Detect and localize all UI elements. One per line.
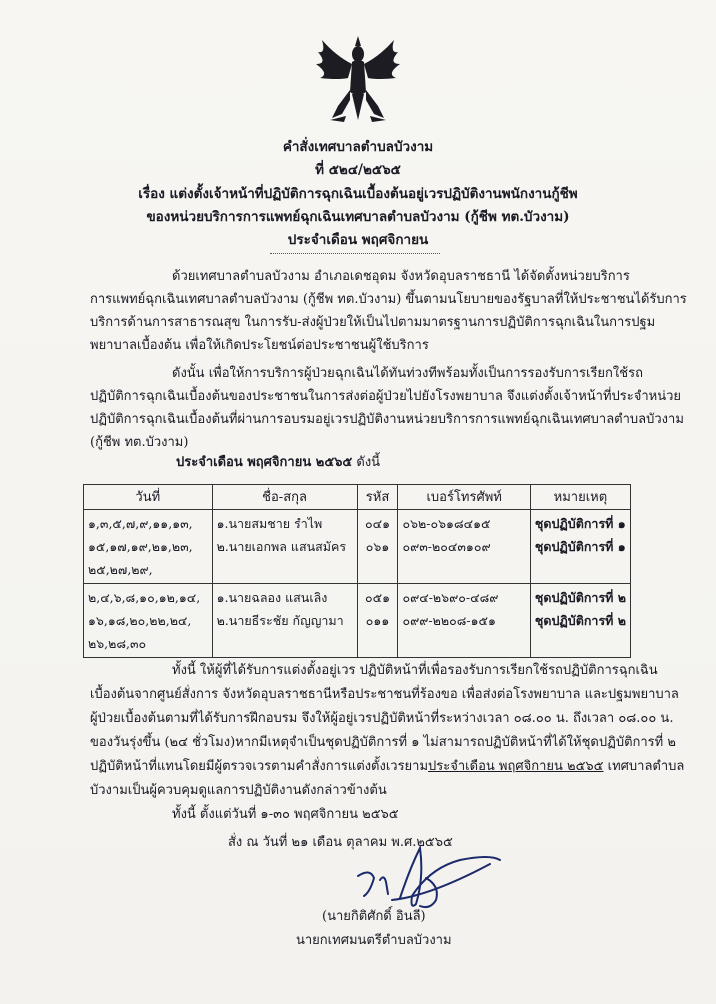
- date-line: ๑๕,๑๗,๑๙,๒๑,๒๓,: [88, 539, 193, 554]
- header-date: วันที่: [84, 485, 213, 510]
- closing-line-5-prefix: ปฏิบัติหน้าที่แทนโดยมีผู้ตรวจเวรตามคำสั่งการแต่งตั้งเวรยาม: [90, 759, 429, 774]
- subject-line-1: เรื่อง แต่งตั้งเจ้าหน้าที่ปฏิบัติการฉุกเฉินเบื้องต้นอยู่เวรปฏิบัติงานพนักงานกู้ชีพ: [138, 186, 578, 202]
- order-date: สั่ง ณ วันที่ ๒๑ เดือน ตุลาคม พ.ศ.๒๕๖๕: [228, 835, 453, 850]
- table-header-row: [84, 485, 631, 510]
- signer-name: (นายกิติศักดิ์ อินลี): [322, 909, 426, 924]
- date-line: ๑,๓,๕,๗,๙,๑๑,๑๓,: [88, 516, 193, 531]
- staff-phone: ๐๖๒-๐๖๑๘๔๑๕: [402, 516, 491, 531]
- closing-line-5-underlined: ประจำเดือน พฤศจิกายน ๒๕๖๕: [428, 759, 604, 774]
- garuda-emblem-icon: [308, 34, 408, 124]
- subject-line-3: ประจำเดือน พฤศจิกายน: [287, 232, 429, 248]
- closing-line-1: ทั้งนี้ ให้ผู้ที่ได้รับการแต่งตั้งอยู่เวร ปฏิบัติหน้าที่เพื่อรองรับการเรียกใช้รถปฏิบัติการฉุกเฉิน: [172, 663, 658, 678]
- date-line: ๒,๔,๖,๘,๑๐,๑๒,๑๔,: [88, 590, 201, 605]
- staff-name: ๒.นายธีระชัย กัญญามา: [216, 613, 344, 628]
- para1-line-1: ด้วยเทศบาลตำบลบัวงาม อำเภอเดชอุดม จังหวัดอุบลราชธานี ได้จัดตั้งหน่วยบริการ: [172, 269, 630, 284]
- month-heading-suffix: ดังนี้: [352, 455, 381, 470]
- month-heading: [176, 452, 380, 474]
- closing-line-2: เบื้องต้นจากศูนย์สั่งการ จังหวัดอุบลราชธานีหรือประชาชนที่ร้องขอ เพื่อส่งต่อโรงพยาบาล และปฐมพยาบาล: [90, 687, 679, 702]
- cell-phones: [398, 510, 530, 584]
- team-note: ชุดปฏิบัติการที่ ๒: [534, 590, 626, 605]
- separator-dots: [270, 253, 440, 254]
- duty-table: [83, 484, 631, 658]
- header-phone: เบอร์โทรศัพท์: [398, 485, 530, 510]
- staff-name: ๑.นายสมชาย รำไพ: [216, 516, 323, 531]
- staff-code: ๐๔๑: [365, 516, 391, 531]
- closing-line-3: ผู้ป่วยเบื้องต้นตามที่ได้รับการฝึกอบรม จึงให้ผู้อยู่เวรปฏิบัติหน้าที่ระหว่างเวลา ๐๘.๐๐ น. ถึงเวลา ๐๘.๐๐ น.: [90, 711, 674, 726]
- table-row: [84, 510, 631, 584]
- para2-line-4: (กู้ชีพ ทต.บัวงาม): [90, 435, 189, 450]
- staff-phone: ๐๙๙-๒๒๐๘-๑๕๑: [402, 613, 496, 628]
- header-note: หมายเหตุ: [530, 485, 630, 510]
- cell-notes: [530, 584, 630, 658]
- subject-line-2: ของหน่วยบริการการแพทย์ฉุกเฉินเทศบาลตำบลบัวงาม (กู้ชีพ ทต.บัวงาม): [146, 209, 570, 225]
- cell-names: [212, 584, 357, 658]
- closing-line-5-suffix: เทศบาลตำบล: [603, 759, 685, 774]
- para2-line-2: ปฏิบัติการฉุกเฉินเบื้องต้นของประชาชนในการส่งต่อผู้ป่วยไปยังโรงพยาบาล จึงแต่งตั้งเจ้าหน้าที่ประจำหน่วย: [90, 389, 682, 404]
- cell-codes: [357, 510, 398, 584]
- date-line: ๒๕,๒๗,๒๙,: [88, 562, 153, 577]
- staff-phone: ๐๙๓-๒๐๔๓๑๐๙: [402, 539, 491, 554]
- cell-dates: [84, 584, 213, 658]
- staff-name: ๒.นายเอกพล แสนสมัคร: [216, 539, 347, 554]
- staff-name: ๑.นายฉลอง แสนเลิง: [216, 590, 328, 605]
- para1-line-2: การแพทย์ฉุกเฉินเทศบาลตำบลบัวงาม (กู้ชีพ ทต.บัวงาม) ขึ้นตามนโยบายของรัฐบาลที่ให้ประชาชนได้รับการ: [90, 292, 687, 307]
- para1-line-4: พยาบาลเบื้องต้น เพื่อให้เกิดประโยชน์ต่อประชาชนผู้ใช้บริการ: [90, 338, 429, 353]
- para2-line-1: ดังนั้น เพื่อให้การบริการผู้ป่วยฉุกเฉินได้ทันท่วงทีพร้อมทั้งเป็นการรองรับการเรียกใช้รถ: [172, 366, 643, 381]
- order-title: คำสั่งเทศบาลตำบลบัวงาม: [282, 139, 434, 155]
- signer-title: นายกเทศมนตรีตำบลบัวงาม: [296, 933, 452, 948]
- closing-line-4: ของวันรุ่งขึ้น (๒๔ ชั่วโมง)หากมีเหตุจำเป็นชุดปฏิบัติการที่ ๑ ไม่สามารถปฏิบัติหน้าที่ได้ให้ชุดปฏิบัติการที่ ๒: [90, 735, 676, 750]
- staff-phone: ๐๙๔-๒๖๙๐-๔๘๙: [402, 590, 499, 605]
- staff-code: ๐๖๑: [365, 539, 390, 554]
- table-row: [84, 584, 631, 658]
- cell-dates: [84, 510, 213, 584]
- team-note: ชุดปฏิบัติการที่ ๑: [534, 539, 626, 554]
- staff-code: ๐๑๑: [365, 613, 390, 628]
- cell-names: [212, 510, 357, 584]
- month-heading-text: ประจำเดือน พฤศจิกายน ๒๕๖๕: [176, 455, 353, 470]
- cell-phones: [398, 584, 530, 658]
- header-name: ชื่อ-สกุล: [212, 485, 357, 510]
- date-line: ๒๖,๒๘,๓๐: [88, 636, 147, 651]
- closing-line-6: บัวงามเป็นผู้ควบคุมดูแลการปฏิบัติงานดังกล่าวข้างต้น: [90, 783, 387, 798]
- team-note: ชุดปฏิบัติการที่ ๒: [534, 613, 626, 628]
- cell-codes: [357, 584, 398, 658]
- header-code: รหัส: [357, 485, 398, 510]
- team-note: ชุดปฏิบัติการที่ ๑: [534, 516, 626, 531]
- effective-date: ทั้งนี้ ตั้งแต่วันที่ ๑-๓๐ พฤศจิกายน ๒๕๖๕: [172, 807, 399, 822]
- staff-code: ๐๕๑: [365, 590, 391, 605]
- closing-line-5: [90, 756, 684, 778]
- para2-line-3: ปฏิบัติการฉุกเฉินเบื้องต้นที่ผ่านการอบรมอยู่เวรปฏิบัติงานหน่วยบริการการแพทย์ฉุกเฉินเทศบาลตำบลบัวงาม: [90, 412, 684, 427]
- order-number: ที่ ๕๒๔/๒๕๖๕: [315, 162, 401, 178]
- date-line: ๑๖,๑๘,๒๐,๒๒,๒๔,: [88, 613, 192, 628]
- cell-notes: [530, 510, 630, 584]
- para1-line-3: บริการด้านการสาธารณสุข ในการรับ-ส่งผู้ป่วยให้เป็นไปตามมาตรฐานการปฏิบัติการฉุกเฉินในการปฐม: [90, 315, 656, 330]
